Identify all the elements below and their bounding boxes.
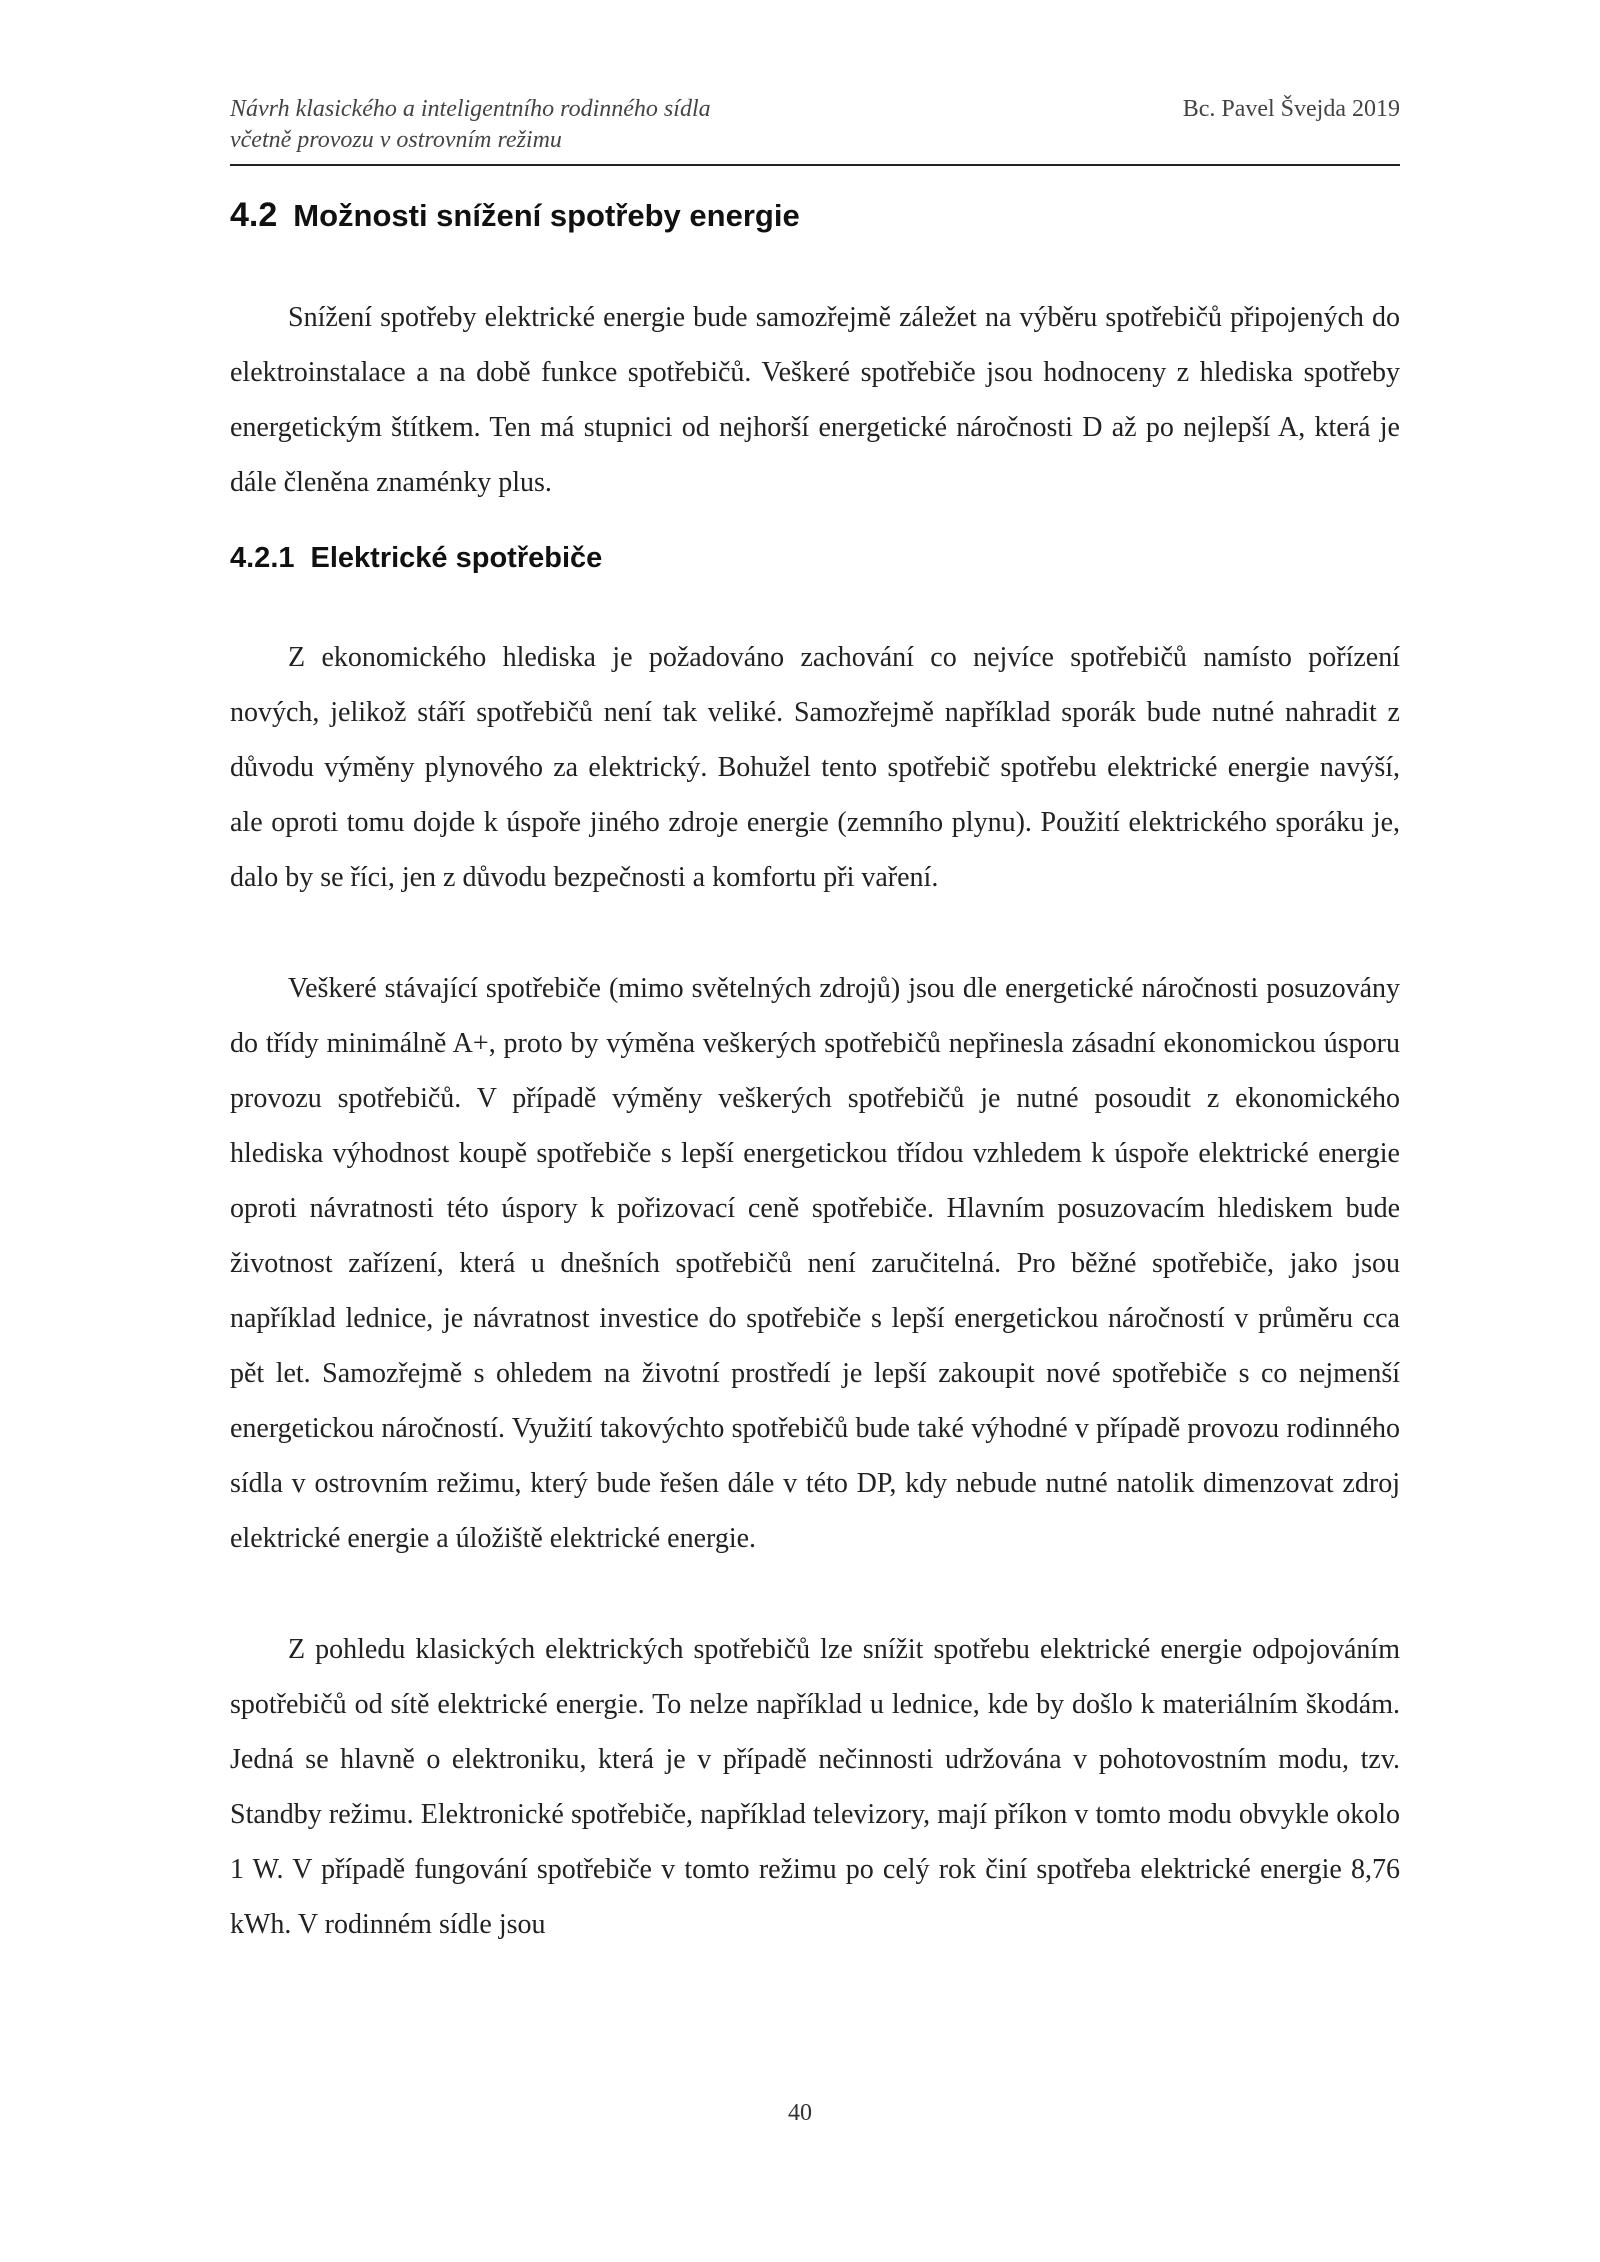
section-number: 4.2	[230, 196, 278, 234]
body-paragraph-1: Z ekonomického hlediska je požadováno zachování co nejvíce spotřebičů namísto pořízení nových, jelikož stáří spotřebičů není tak veliké. Samozřejmě například sporák bude nutné nahradit z důvodu výměny plynového za elektrický. Bohužel tento spotřebič spotřebu elektrické energie navýší, ale oproti tomu dojde k úspoře jiného zdroje energie (zemního plynu). Použití elektrického sporáku je, dalo by se říci, jen z důvodu bezpečnosti a komfortu při vaření.	[230, 642, 1400, 893]
header-author-year: Bc. Pavel Švejda 2019	[1182, 96, 1400, 122]
section-heading	[230, 185, 1400, 245]
body-paragraph-2: Veškeré stávající spotřebiče (mimo světelných zdrojů) jsou dle energetické náročnosti posuzovány do třídy minimálně A+, proto by výměna veškerých spotřebičů nepřinesla zásadní ekonomickou úsporu provozu spotřebičů. V případě výměny veškerých spotřebičů je nutné posoudit z ekonomického hlediska výhodnost koupě spotřebiče s lepší energetickou třídou vzhledem k úspoře elektrické energie oproti návratnosti této úspory k pořizovací ceně spotřebiče. Hlavním posuzovacím hlediskem bude životnost zařízení, která u dnešních spotřebičů není zaručitelná. Pro běžné spotřebiče, jako jsou například lednice, je návratnost investice do spotřebiče s lepší energetickou náročností v průměru cca pět let. Samozřejmě s ohledem na životní prostředí je lepší zakoupit nové spotřebiče s co nejmenší energetickou náročností. Využití takovýchto spotřebičů bude také výhodné v případě provozu rodinného sídla v ostrovním režimu, který bude řešen dále v této DP, kdy nebude nutné natolik dimenzovat zdroj elektrické energie a úložiště elektrické energie.	[230, 973, 1400, 1554]
page-header	[230, 94, 1400, 166]
page-number: 40	[788, 2100, 812, 2126]
subsection-title: Elektrické spotřebiče	[310, 542, 603, 574]
subsection-heading	[230, 528, 1400, 588]
body-paragraph-3: Z pohledu klasických elektrických spotřebičů lze snížit spotřebu elektrické energie odpojováním spotřebičů od sítě elektrické energie. To nelze například u lednice, kde by došlo k materiálním škodám. Jedná se hlavně o elektroniku, která je v případě nečinnosti udržována v pohotovostním modu, tzv. Standby režimu. Elektronické spotřebiče, například televizory, mají příkon v tomto modu obvykle okolo 1 W. V případě fungování spotřebiče v tomto režimu po celý rok činí spotřeba elektrické energie 8,76 kWh. V rodinném sídle jsou	[230, 1634, 1400, 1940]
section-title: Možnosti snížení spotřeby energie	[293, 198, 800, 233]
header-thesis-title	[230, 94, 711, 156]
header-title-line-2: včetně provozu v ostrovním režimu	[230, 127, 562, 153]
section-intro-paragraph: Snížení spotřeby elektrické energie bude samozřejmě záležet na výběru spotřebičů připojených do elektroinstalace a na době funkce spotřebičů. Veškeré spotřebiče jsou hodnoceny z hlediska spotřeby energetickým štítkem. Ten má stupnici od nejhorší energetické náročnosti D až po nejlepší A, která je dále členěna znaménky plus.	[230, 302, 1400, 498]
subsection-number: 4.2.1	[230, 542, 295, 574]
page-content	[230, 185, 1400, 1952]
header-title-line-1: Návrh klasického a inteligentního rodinného sídla	[230, 96, 711, 122]
